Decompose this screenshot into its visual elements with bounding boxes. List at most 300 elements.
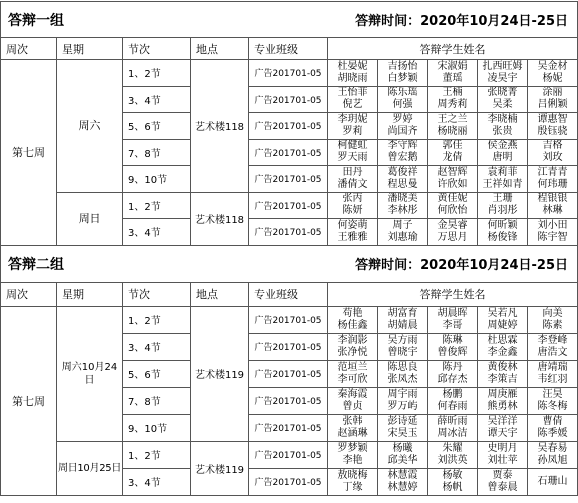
student-name: 林慧婷	[387, 481, 418, 493]
student-name: 杨鹏	[442, 388, 463, 400]
header-week	[1, 283, 57, 307]
student-name: 江青青	[537, 166, 568, 178]
student-name: 何昕颖	[487, 219, 518, 231]
student-name: 汪昊	[542, 388, 563, 400]
class-label: 广告201701-05	[254, 95, 322, 106]
student-name: 彭诗延	[387, 415, 418, 427]
slot-label: 7、8节	[128, 148, 161, 160]
slot-cell	[123, 307, 191, 334]
student-name: 董瑶	[442, 72, 463, 84]
student-cell	[428, 442, 478, 469]
student-name: 李艳	[342, 454, 363, 466]
student-cell	[478, 166, 528, 193]
student-name: 吴春易	[537, 442, 568, 454]
class-cell	[249, 442, 328, 469]
student-cell	[428, 469, 478, 496]
student-name: 胡晓雨	[337, 72, 368, 84]
student-cell	[328, 193, 378, 220]
student-name: 陈素	[542, 319, 563, 331]
student-cell	[428, 87, 478, 114]
student-name: 李登峰	[537, 334, 568, 346]
student-cell	[528, 361, 578, 388]
header-students-label: 答辩学生姓名	[419, 288, 486, 301]
class-label: 广告201701-05	[254, 228, 322, 239]
student-name: 吉扬怡	[387, 60, 418, 72]
student-name: 曾俊辉	[437, 346, 468, 358]
student-name: 凌昊宇	[487, 72, 518, 84]
student-name: 周冰洁	[437, 427, 468, 439]
student-name: 杨俊锋	[487, 231, 518, 243]
student-cell	[528, 334, 578, 361]
student-cell	[378, 219, 428, 246]
student-cell	[528, 469, 578, 496]
student-name: 陈思良	[387, 361, 418, 373]
slot-cell	[123, 388, 191, 415]
student-cell	[378, 388, 428, 415]
class-label: 广告201701-05	[254, 478, 322, 488]
group-title-bar	[1, 2, 578, 38]
weekday-cell	[57, 193, 123, 246]
student-cell	[528, 166, 578, 193]
weekday-label: 周日	[78, 212, 101, 225]
student-name: 周宇雨	[387, 388, 418, 400]
weekday-label: 周六	[78, 119, 101, 133]
student-cell	[328, 442, 378, 469]
student-cell	[428, 334, 478, 361]
student-name: 罗梦颖	[337, 442, 368, 454]
student-name: 张净悦	[337, 346, 368, 358]
student-name: 曾泰晨	[487, 481, 518, 493]
student-cell	[478, 469, 528, 496]
slot-cell	[123, 469, 191, 496]
student-cell	[478, 60, 528, 87]
student-name: 何玮珊	[537, 178, 568, 190]
location-cell	[191, 60, 249, 193]
class-label: 广告201701-05	[254, 451, 322, 461]
student-name: 韦红羽	[537, 373, 568, 385]
student-cell	[478, 193, 528, 220]
header-students	[328, 38, 578, 60]
student-name: 刘壮苹	[487, 454, 518, 466]
student-name: 陈琳	[442, 334, 463, 346]
student-name: 杨曦	[392, 442, 413, 454]
student-cell	[378, 442, 428, 469]
student-cell	[378, 193, 428, 220]
slot-cell	[123, 113, 191, 140]
class-cell	[249, 140, 328, 167]
student-cell	[528, 87, 578, 114]
student-name: 杨佳鑫	[337, 319, 368, 331]
class-label: 广告201701-05	[254, 343, 322, 353]
class-label: 广告201701-05	[254, 424, 322, 434]
student-cell	[328, 415, 378, 442]
header-class-label: 专业班级	[254, 42, 298, 56]
header-class	[249, 38, 328, 60]
group-title: 答辩二组	[8, 256, 64, 273]
student-cell	[428, 140, 478, 167]
student-name: 周庚雁	[487, 388, 518, 400]
student-cell	[378, 334, 428, 361]
student-name: 侯金燕	[487, 140, 518, 152]
student-name: 吴方雨	[387, 334, 418, 346]
student-cell	[328, 60, 378, 87]
weekday-cell	[57, 307, 123, 442]
student-name: 涂丽	[542, 87, 563, 99]
header-day-label: 星期	[62, 288, 84, 301]
slot-cell	[123, 442, 191, 469]
student-name: 吉格	[542, 140, 563, 152]
student-cell	[328, 166, 378, 193]
student-name: 秦海霞	[337, 388, 368, 400]
slot-label: 1、2节	[128, 201, 161, 213]
slot-label: 3、4节	[128, 478, 161, 489]
slot-label: 3、4节	[128, 95, 161, 107]
student-cell	[478, 361, 528, 388]
student-name: 刘小田	[537, 219, 568, 231]
weekday-cell	[57, 442, 123, 496]
student-cell	[328, 307, 378, 334]
student-name: 宋昊玉	[387, 427, 418, 439]
student-name: 王祥如青	[482, 178, 523, 190]
student-name: 程银银	[537, 193, 568, 205]
header-location-label: 地点	[196, 288, 218, 301]
header-slot	[123, 38, 191, 60]
student-name: 杨晓丽	[437, 125, 468, 137]
student-name: 何强	[392, 99, 413, 111]
student-cell	[528, 219, 578, 246]
student-name: 罗天雨	[337, 152, 368, 164]
header-location	[191, 283, 249, 307]
student-name: 周秀莉	[437, 99, 468, 111]
student-name: 白梦颖	[387, 72, 418, 84]
student-name: 王怡菲	[337, 87, 368, 99]
slot-label: 5、6节	[128, 122, 161, 134]
student-name: 陈丹	[442, 361, 463, 373]
student-name: 李守辉	[387, 140, 418, 152]
student-name: 王雅雅	[337, 231, 368, 243]
header-students	[328, 283, 578, 307]
student-name: 刘玫	[542, 152, 563, 164]
location-label: 艺术楼118	[194, 215, 245, 226]
student-name: 万思月	[437, 231, 468, 243]
student-name: 杨敏	[442, 469, 463, 481]
student-cell	[378, 113, 428, 140]
student-name: 扎西旺姆	[482, 60, 523, 72]
student-name: 薛昕雨	[437, 415, 468, 427]
student-cell	[428, 307, 478, 334]
student-name: 陈妍	[342, 205, 363, 217]
student-name: 何欣怡	[437, 205, 468, 217]
student-name: 黄佳妮	[437, 193, 468, 205]
location-label: 艺术楼119	[194, 464, 245, 476]
student-name: 何春雨	[437, 400, 468, 412]
student-name: 杨帆	[442, 481, 463, 493]
student-cell	[528, 307, 578, 334]
student-name: 王珊	[492, 193, 513, 205]
class-label: 广告201701-05	[254, 69, 322, 80]
student-name: 陈宇智	[537, 231, 568, 243]
student-cell	[328, 219, 378, 246]
student-name: 周婕婷	[487, 319, 518, 331]
student-name: 丁缘	[342, 481, 363, 493]
student-cell	[528, 415, 578, 442]
student-name: 刘洪英	[437, 454, 468, 466]
class-cell	[249, 60, 328, 87]
header-students-label: 答辩学生姓名	[419, 42, 486, 56]
class-label: 广告201701-05	[254, 370, 322, 380]
student-cell	[428, 113, 478, 140]
class-label: 广告201701-05	[254, 175, 322, 186]
student-name: 刘惠瑜	[387, 231, 418, 243]
student-name: 何姿萌	[337, 219, 368, 231]
slot-cell	[123, 334, 191, 361]
student-cell	[428, 388, 478, 415]
student-name: 罗万屿	[387, 400, 418, 412]
location-label: 艺术楼118	[194, 122, 245, 134]
student-cell	[328, 469, 378, 496]
defense-group-1	[0, 1, 578, 246]
header-week-label: 周次	[6, 288, 28, 301]
student-name: 倪艺	[342, 99, 363, 111]
student-cell	[428, 166, 478, 193]
class-cell	[249, 361, 328, 388]
student-name: 胡富育	[387, 307, 418, 319]
student-name: 李策吉	[487, 373, 518, 385]
class-cell	[249, 469, 328, 496]
slot-label: 3、4节	[128, 228, 161, 240]
student-name: 许欣如	[437, 178, 468, 190]
student-name: 郭佳	[442, 140, 463, 152]
student-name: 曹倩	[542, 415, 563, 427]
class-label: 广告201701-05	[254, 148, 322, 159]
student-name: 张晓菁	[487, 87, 518, 99]
student-cell	[378, 307, 428, 334]
slot-cell	[123, 193, 191, 220]
student-name: 朱耀	[442, 442, 463, 454]
student-cell	[478, 388, 528, 415]
group-title-bar	[1, 246, 578, 283]
slot-label: 7、8节	[128, 397, 161, 408]
student-name: 吴若凡	[487, 307, 518, 319]
student-name: 张丙	[342, 193, 363, 205]
student-name: 胡婧晨	[387, 319, 418, 331]
student-cell	[328, 113, 378, 140]
defense-time: 答辩时间：2020年10月24日-25日	[355, 258, 568, 273]
slot-label: 5、6节	[128, 370, 161, 381]
week-cell	[1, 307, 57, 496]
header-class-label: 专业班级	[254, 288, 298, 301]
student-cell	[478, 415, 528, 442]
slot-cell	[123, 166, 191, 193]
student-cell	[478, 113, 528, 140]
student-name: 李林彤	[387, 205, 418, 217]
student-cell	[428, 415, 478, 442]
student-name: 金昊睿	[437, 219, 468, 231]
student-name: 殷钰骁	[537, 125, 568, 137]
student-name: 吕俐颖	[537, 99, 568, 111]
slot-cell	[123, 361, 191, 388]
slot-cell	[123, 60, 191, 87]
student-name: 李可欣	[337, 373, 368, 385]
student-cell	[428, 361, 478, 388]
student-cell	[378, 140, 428, 167]
location-cell	[191, 307, 249, 442]
student-name: 杜晏妮	[337, 60, 368, 72]
student-name: 柯健虹	[337, 140, 368, 152]
slot-label: 9、10节	[128, 424, 168, 435]
student-cell	[528, 442, 578, 469]
student-name: 张韩	[342, 415, 363, 427]
header-slot	[123, 283, 191, 307]
student-name: 谭天宇	[487, 427, 518, 439]
student-name: 李玥妮	[337, 113, 368, 125]
student-name: 杨妮	[542, 72, 563, 84]
class-cell	[249, 87, 328, 114]
class-cell	[249, 193, 328, 220]
student-name: 邱美华	[387, 454, 418, 466]
header-day	[57, 38, 123, 60]
header-location	[191, 38, 249, 60]
student-cell	[528, 113, 578, 140]
student-cell	[428, 193, 478, 220]
student-name: 袁莉菲	[487, 166, 518, 178]
student-name: 李润影	[337, 334, 368, 346]
student-cell	[378, 415, 428, 442]
student-name: 程思曼	[387, 178, 418, 190]
student-name: 胡晨晖	[437, 307, 468, 319]
slot-cell	[123, 219, 191, 246]
weekday-label: 周六10月24日	[61, 361, 118, 386]
student-name: 张凤杰	[387, 373, 418, 385]
student-name: 范垣兰	[337, 361, 368, 373]
student-cell	[478, 442, 528, 469]
location-label: 艺术楼119	[194, 370, 245, 381]
student-cell	[478, 307, 528, 334]
class-cell	[249, 113, 328, 140]
student-name: 尚国齐	[387, 125, 418, 137]
class-label: 广告201701-05	[254, 201, 322, 212]
student-name: 唐明	[492, 152, 513, 164]
student-name: 陈季媛	[537, 427, 568, 439]
student-cell	[328, 361, 378, 388]
header-slot-label: 节次	[128, 288, 150, 301]
student-name: 罗莉	[342, 125, 363, 137]
defense-group-2	[0, 246, 578, 496]
student-cell	[478, 219, 528, 246]
student-name: 石珊山	[537, 475, 568, 487]
student-name: 吴金材	[537, 60, 568, 72]
weekday-label: 周日10月25日	[57, 462, 122, 474]
student-cell	[328, 87, 378, 114]
header-week-label: 周次	[6, 42, 28, 56]
student-cell	[378, 469, 428, 496]
student-name: 杜思霖	[487, 334, 518, 346]
student-cell	[328, 388, 378, 415]
student-name: 龙倩	[442, 152, 463, 164]
class-cell	[249, 388, 328, 415]
slot-label: 9、10节	[128, 175, 168, 187]
student-name: 熊勇林	[487, 400, 518, 412]
student-name: 陈乐瑶	[387, 87, 418, 99]
student-name: 肖羽彤	[487, 205, 518, 217]
student-name: 王楠	[442, 87, 463, 99]
student-cell	[478, 87, 528, 114]
week-label: 第七周	[12, 394, 45, 408]
group-title: 答辩一组	[8, 12, 64, 29]
student-name: 罗婷	[392, 113, 413, 125]
student-name: 黄俊林	[487, 361, 518, 373]
location-cell	[191, 442, 249, 496]
defense-time: 答辩时间：2020年10月24日-25日	[355, 14, 568, 29]
header-location-label: 地点	[196, 42, 218, 56]
week-label: 第七周	[12, 146, 45, 160]
student-name: 赵智辉	[437, 166, 468, 178]
student-name: 吴柔	[492, 99, 513, 111]
class-label: 广告201701-05	[254, 122, 322, 133]
student-name: 林琳	[542, 205, 563, 217]
student-name: 赵涵琳	[337, 427, 368, 439]
student-cell	[528, 60, 578, 87]
student-name: 唐靖瑞	[537, 361, 568, 373]
slot-cell	[123, 87, 191, 114]
student-name: 潘晓美	[387, 193, 418, 205]
student-name: 潘倩文	[337, 178, 368, 190]
slot-label: 3、4节	[128, 343, 161, 354]
weekday-cell	[57, 60, 123, 193]
student-name: 李晓楠	[487, 113, 518, 125]
header-slot-label: 节次	[128, 42, 150, 56]
student-cell	[378, 361, 428, 388]
student-name: 宋淑娟	[437, 60, 468, 72]
student-name: 曾宏鹅	[387, 152, 418, 164]
class-cell	[249, 219, 328, 246]
student-cell	[378, 87, 428, 114]
student-cell	[328, 140, 378, 167]
student-name: 田丹	[342, 166, 363, 178]
student-name: 林慧霞	[387, 469, 418, 481]
slot-label: 1、2节	[128, 451, 161, 462]
header-class	[249, 283, 328, 307]
student-cell	[378, 60, 428, 87]
student-cell	[428, 219, 478, 246]
student-cell	[378, 166, 428, 193]
student-name: 苟艳	[342, 307, 363, 319]
slot-cell	[123, 415, 191, 442]
slot-cell	[123, 140, 191, 167]
class-cell	[249, 334, 328, 361]
student-cell	[528, 140, 578, 167]
student-name: 王之兰	[437, 113, 468, 125]
student-name: 李哥	[442, 319, 463, 331]
student-name: 李金鑫	[487, 346, 518, 358]
student-cell	[328, 334, 378, 361]
student-name: 向美	[542, 307, 563, 319]
class-label: 广告201701-05	[254, 397, 322, 407]
student-cell	[478, 334, 528, 361]
header-week	[1, 38, 57, 60]
student-name: 史明月	[487, 442, 518, 454]
location-cell	[191, 193, 249, 246]
student-name: 敖晓梅	[337, 469, 368, 481]
student-name: 陈冬梅	[537, 400, 568, 412]
student-name: 邱存杰	[437, 373, 468, 385]
class-cell	[249, 415, 328, 442]
class-label: 广告201701-05	[254, 316, 322, 326]
student-name: 孙凤旭	[537, 454, 568, 466]
header-day-label: 星期	[62, 42, 84, 56]
student-cell	[528, 388, 578, 415]
student-name: 周子	[392, 219, 413, 231]
